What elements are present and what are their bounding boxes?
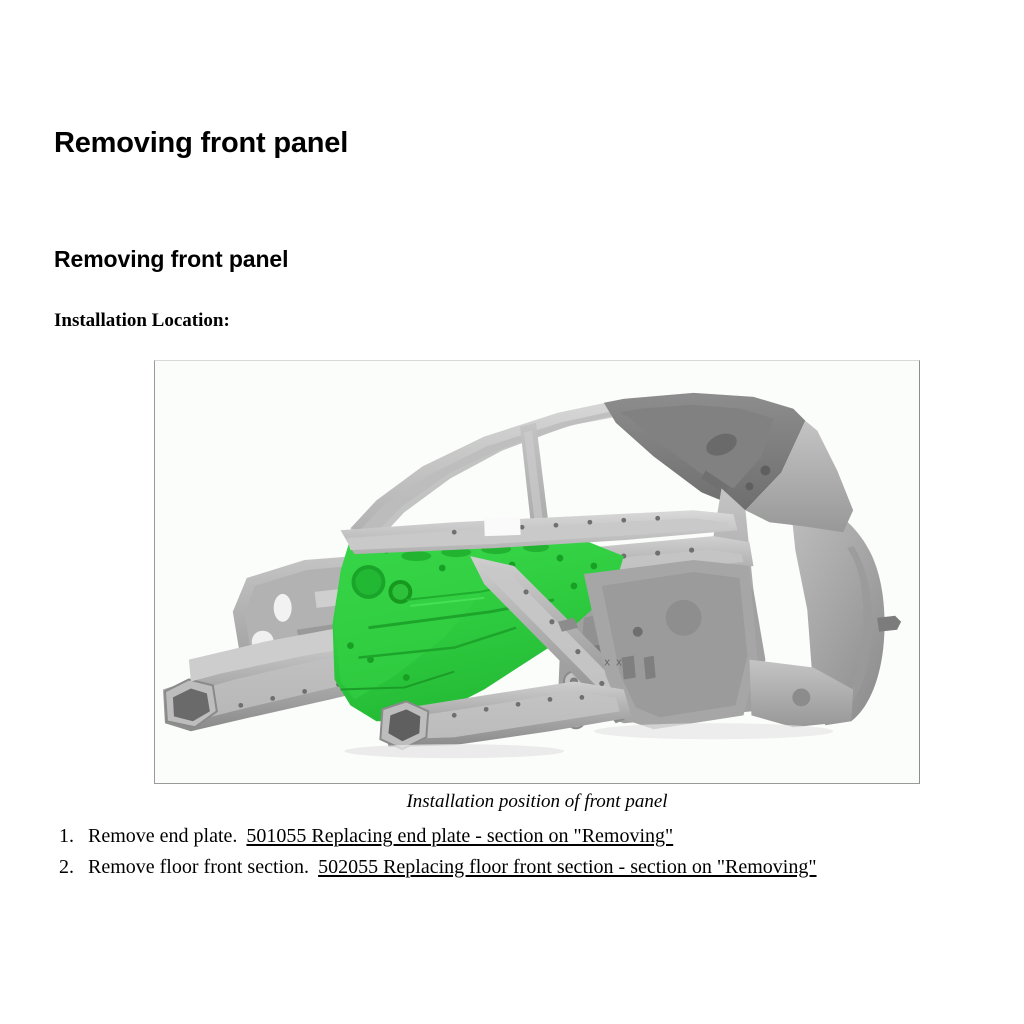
- step-number: 2.: [59, 856, 74, 878]
- figure-caption: Installation position of front panel: [406, 791, 668, 812]
- section-heading: Removing front panel: [54, 246, 289, 273]
- steps-list: [56, 821, 976, 883]
- figure-frame: [154, 360, 920, 784]
- svg-text:x: x: [603, 655, 611, 669]
- step-reference-link[interactable]: 501055 Replacing end plate - section on "Removing": [246, 825, 674, 847]
- list-item: [56, 821, 976, 852]
- svg-text:x: x: [615, 655, 623, 669]
- step-text: Remove floor front section.: [88, 856, 310, 878]
- car-body-shell-illustration: [155, 361, 919, 783]
- list-item: [56, 852, 976, 883]
- floor-hole: [666, 600, 702, 636]
- installation-location-label: Installation Location:: [54, 310, 230, 331]
- page-title: Removing front panel: [54, 127, 349, 160]
- step-number: 1.: [59, 825, 74, 847]
- step-text: Remove end plate.: [88, 825, 238, 847]
- step-reference-link[interactable]: 502055 Replacing floor front section - section on "Removing": [318, 856, 817, 878]
